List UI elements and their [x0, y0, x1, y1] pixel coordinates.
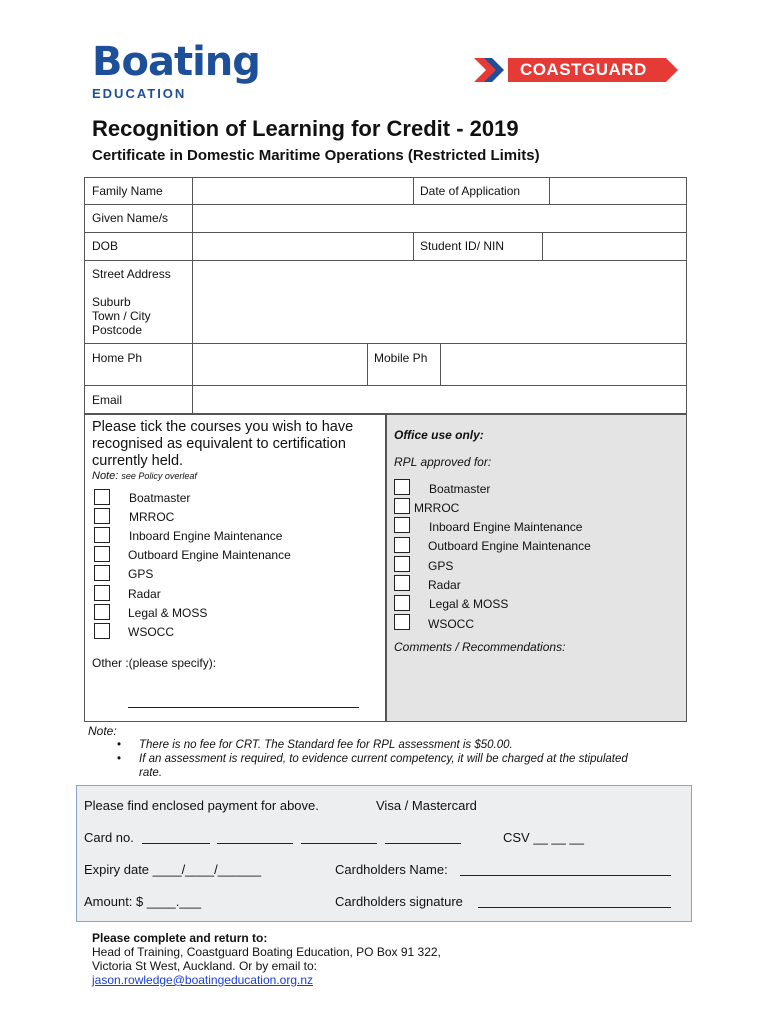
office-heading: Office use only:: [394, 428, 484, 442]
amount-field[interactable]: Amount: $ ____.___: [84, 894, 202, 909]
office-checkbox-boatmaster[interactable]: [394, 479, 410, 495]
given-names-input[interactable]: [194, 206, 685, 231]
note-item: [117, 738, 647, 752]
divider: [84, 343, 687, 344]
return-line-2: Victoria St West, Auckland. Or by email to:: [92, 959, 317, 973]
divider: [367, 343, 368, 385]
town-city-label: Town / City: [92, 309, 151, 323]
office-checkbox-radar[interactable]: [394, 575, 410, 591]
card-no-input-3[interactable]: [301, 829, 377, 844]
course-label-wsocc: WSOCC: [128, 625, 174, 639]
return-line-1: Head of Training, Coastguard Boating Education, PO Box 91 322,: [92, 945, 441, 959]
email-label: Email: [92, 393, 123, 407]
rpl-approved-label: RPL approved for:: [394, 455, 492, 469]
course-checkbox-gps[interactable]: [94, 565, 110, 581]
cardholder-name-label: Cardholders Name:: [335, 862, 448, 877]
coastguard-tip-icon: [666, 58, 678, 82]
office-checkbox-wsocc[interactable]: [394, 614, 410, 630]
office-label-inboard: Inboard Engine Maintenance: [429, 520, 583, 534]
courses-note: [92, 470, 197, 482]
date-of-application-label: Date of Application: [420, 184, 521, 198]
card-no-label: Card no.: [84, 830, 134, 845]
divider: [549, 177, 550, 204]
comments-label: Comments / Recommendations:: [394, 640, 566, 654]
note-text-2: If an assessment is required, to evidence current competency, it will be charged at the stipulated rate.: [139, 753, 628, 779]
coastguard-logo: [474, 58, 682, 82]
divider: [192, 177, 193, 414]
page-subtitle: Certificate in Domestic Maritime Operations (Restricted Limits): [92, 147, 540, 164]
boating-education-logo: [92, 39, 260, 101]
card-no-input-1[interactable]: [142, 829, 210, 844]
course-checkbox-radar[interactable]: [94, 585, 110, 601]
course-label-boatmaster: Boatmaster: [129, 491, 191, 505]
course-label-gps: GPS: [128, 567, 154, 581]
course-checkbox-boatmaster[interactable]: [94, 489, 110, 505]
office-checkbox-legal-moss[interactable]: [394, 595, 410, 611]
family-name-label: Family Name: [92, 184, 163, 198]
payment-cards-text: Visa / Mastercard: [376, 798, 477, 813]
divider: [413, 177, 414, 204]
course-checkbox-mrroc[interactable]: [94, 508, 110, 524]
course-label-inboard: Inboard Engine Maintenance: [129, 529, 283, 543]
course-label-mrroc: MRROC: [129, 510, 175, 524]
card-no-input-4[interactable]: [385, 829, 461, 844]
mobile-ph-label: Mobile Ph: [374, 351, 428, 365]
dob-input[interactable]: [194, 234, 411, 259]
mobile-ph-input[interactable]: [442, 345, 685, 384]
cardholder-signature-input[interactable]: [478, 893, 671, 908]
office-label-outboard: Outboard Engine Maintenance: [428, 539, 591, 553]
course-label-legal-moss: Legal & MOSS: [128, 606, 208, 620]
other-specify-label: Other :(please specify):: [92, 656, 217, 670]
note-text-1: There is no fee for CRT. The Standard fee for RPL assessment is $50.00.: [139, 739, 513, 751]
office-checkbox-outboard[interactable]: [394, 537, 410, 553]
dob-label: DOB: [92, 239, 119, 253]
return-email-link[interactable]: jason.rowledge@boatingeducation.org.nz: [92, 973, 313, 987]
divider: [542, 232, 543, 260]
office-checkbox-gps[interactable]: [394, 556, 410, 572]
page-title: Recognition of Learning for Credit - 2019: [92, 116, 519, 141]
office-label-legal-moss: Legal & MOSS: [429, 597, 509, 611]
course-checkbox-wsocc[interactable]: [94, 623, 110, 639]
office-label-radar: Radar: [428, 578, 461, 592]
address-input[interactable]: [194, 262, 685, 342]
street-address-label: Street Address: [92, 267, 171, 281]
office-label-mrroc: MRROC: [414, 501, 460, 515]
coastguard-text: COASTGUARD: [508, 58, 666, 82]
payment-enclosed-text: Please find enclosed payment for above.: [84, 798, 319, 813]
office-label-wsocc: WSOCC: [428, 617, 474, 631]
logo-sub: EDUCATION: [92, 86, 187, 101]
cardholder-signature-label: Cardholders signature: [335, 894, 463, 909]
course-checkbox-outboard[interactable]: [94, 546, 110, 562]
divider: [84, 385, 687, 386]
student-id-input[interactable]: [544, 234, 685, 259]
divider: [84, 232, 687, 233]
postcode-label: Postcode: [92, 323, 143, 337]
home-ph-input[interactable]: [194, 345, 365, 384]
student-id-label: Student ID/ NIN: [420, 239, 505, 253]
course-checkbox-legal-moss[interactable]: [94, 604, 110, 620]
home-ph-label: Home Ph: [92, 351, 143, 365]
notes-label: Note:: [88, 724, 117, 738]
course-label-radar: Radar: [128, 587, 161, 601]
given-names-label: Given Name/s: [92, 211, 169, 225]
divider: [440, 343, 441, 385]
date-of-application-input[interactable]: [551, 179, 685, 203]
courses-note-text: see Policy overleaf: [121, 471, 197, 481]
office-label-boatmaster: Boatmaster: [429, 482, 491, 496]
divider: [84, 204, 687, 205]
courses-note-label: Note:: [92, 470, 119, 482]
office-checkbox-mrroc[interactable]: [394, 498, 410, 514]
divider: [413, 232, 414, 260]
logo-word: Boating: [92, 39, 260, 85]
other-specify-input[interactable]: [128, 693, 359, 708]
suburb-label: Suburb: [92, 295, 131, 309]
courses-heading: Please tick the courses you wish to have recognised as equivalent to certification currently held.: [92, 419, 354, 469]
cardholder-name-input[interactable]: [460, 861, 671, 876]
family-name-input[interactable]: [194, 179, 411, 203]
divider: [84, 260, 687, 261]
email-input[interactable]: [194, 387, 685, 413]
note-item: [117, 752, 647, 780]
csv-field[interactable]: CSV __ __ __: [503, 830, 584, 845]
course-label-outboard: Outboard Engine Maintenance: [128, 548, 291, 562]
course-checkbox-inboard[interactable]: [94, 527, 110, 543]
bullet-icon: •: [117, 753, 122, 765]
card-no-input-2[interactable]: [217, 829, 293, 844]
office-label-gps: GPS: [428, 559, 454, 573]
return-heading: Please complete and return to:: [92, 931, 268, 945]
expiry-date-field[interactable]: Expiry date ____/____/______: [84, 862, 262, 877]
office-checkbox-inboard[interactable]: [394, 517, 410, 533]
return-info: [92, 931, 441, 987]
notes-list: [117, 738, 647, 780]
bullet-icon: •: [117, 739, 122, 751]
